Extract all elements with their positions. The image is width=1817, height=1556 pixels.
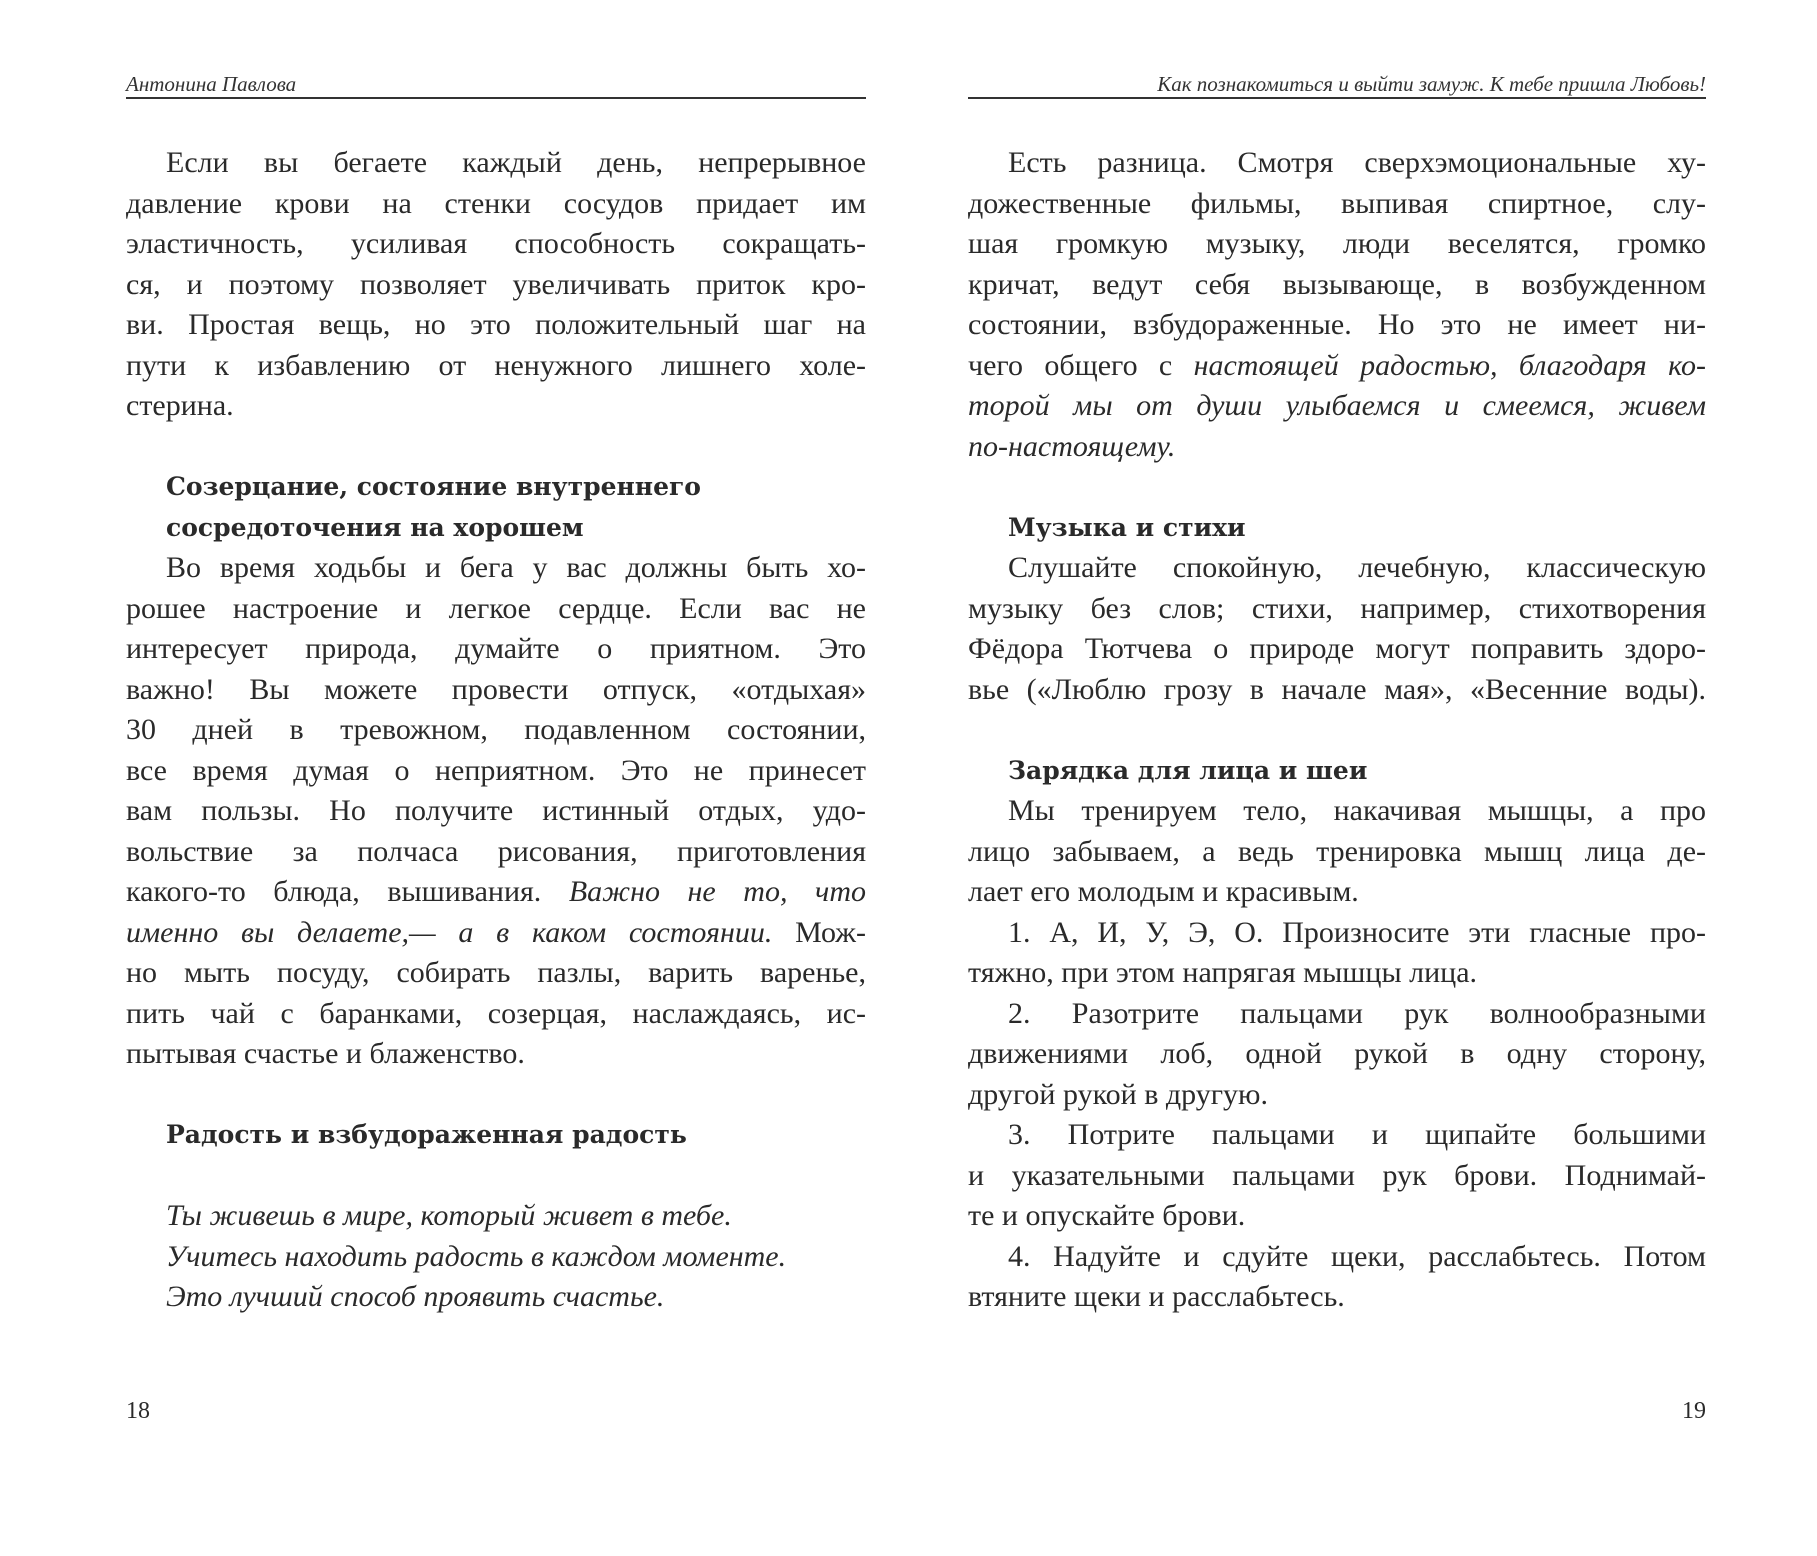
- text-line: [968, 427, 1706, 468]
- italic-text: Важно не то, что: [568, 875, 866, 908]
- text-line: [126, 710, 866, 751]
- text: кричат, ведут себя вызывающе, в возбужденном: [968, 267, 1706, 301]
- text-line: [968, 346, 1706, 387]
- text: давление крови на стенки сосудов придает им: [126, 186, 866, 220]
- text: 4. Надуйте и сдуйте щеки, расслабьтесь. Потом: [1008, 1239, 1706, 1273]
- text-line: [968, 184, 1706, 225]
- italic-text: именно вы делаете,— а в каком состоянии.: [126, 915, 773, 949]
- text: Слушайте спокойную, лечебную, классическую: [1008, 551, 1706, 584]
- text-line: [968, 1277, 1706, 1318]
- text-line: [968, 670, 1706, 711]
- text-line: [968, 791, 1706, 832]
- text-line: [126, 386, 866, 427]
- text: вам пользы. Но получите истинный отдых, удо-: [126, 794, 866, 827]
- page-number: 18: [126, 1398, 150, 1424]
- text-line: [126, 953, 866, 994]
- text-line: [126, 143, 866, 184]
- page-right: [968, 0, 1706, 1556]
- text-line: [126, 872, 866, 913]
- running-header: Антонина Павлова: [126, 72, 297, 96]
- text-line: [968, 224, 1706, 265]
- text-line: [126, 305, 866, 346]
- text: 2. Разотрите пальцами рук волнообразными: [1008, 996, 1706, 1030]
- text-line: [126, 791, 866, 832]
- text-line: [968, 305, 1706, 346]
- epigraph-line: [126, 1196, 866, 1237]
- text: пытывая счастье и блаженство.: [126, 1037, 525, 1070]
- text-line: [126, 629, 866, 670]
- text: Фёдора Тютчева о природе могут поправить здоро-: [968, 632, 1706, 665]
- running-header: Как познакомиться и выйти замуж. К тебе пришла Любовь!: [1157, 72, 1706, 96]
- text-line: [968, 1237, 1706, 1278]
- text: другой рукой в другую.: [968, 1077, 1268, 1111]
- text-line: [126, 589, 866, 630]
- text: дожественные фильмы, выпивая спиртное, слу-: [968, 186, 1706, 220]
- text: Мы тренируем тело, накачивая мышцы, а про: [1008, 794, 1706, 827]
- text-line: [968, 629, 1706, 670]
- text-line: [968, 872, 1706, 913]
- section-heading-line: [126, 1115, 866, 1156]
- text: Мож-: [772, 915, 866, 949]
- epigraph-line: [126, 1277, 866, 1318]
- text-line: [968, 1075, 1706, 1116]
- text-line: [126, 224, 866, 265]
- text: 3. Потрите пальцами и щипайте большими: [1008, 1118, 1706, 1151]
- text-line: [968, 265, 1706, 306]
- text-line: [968, 913, 1706, 954]
- text-line: [126, 913, 866, 954]
- text: лает его молодым и красивым.: [968, 875, 1359, 908]
- text: тяжно, при этом напрягая мышцы лица.: [968, 956, 1478, 989]
- text-line: [126, 994, 866, 1035]
- text: но мыть посуду, собирать пазлы, варить варенье,: [126, 956, 866, 989]
- text-line: [968, 143, 1706, 184]
- text: движениями лоб, одной рукой в одну сторону,: [968, 1037, 1706, 1070]
- header-rule: [126, 97, 866, 99]
- text: и указательными пальцами рук брови. Поднимай-: [968, 1158, 1706, 1192]
- text: 1. А, И, У, Э, О. Произносите эти гласные про-: [1008, 915, 1706, 949]
- text: вье («Люблю грозу в начале мая», «Весенние воды).: [968, 672, 1706, 706]
- text-line: [126, 670, 866, 711]
- text: чего общего с: [968, 348, 1194, 382]
- text: рошее настроение и легкое сердце. Если вас не: [126, 591, 866, 625]
- text-line: [968, 1196, 1706, 1237]
- text: ви. Простая вещь, но это положительный шаг на: [126, 308, 866, 341]
- page-body: [968, 143, 1706, 1318]
- text-line: [968, 589, 1706, 630]
- text-line: [126, 832, 866, 873]
- section-heading-line: [968, 508, 1706, 549]
- text: втяните щеки и расслабьтесь.: [968, 1280, 1345, 1313]
- text: Радость и взбудораженная радость: [166, 1120, 687, 1149]
- text-line: [968, 1034, 1706, 1075]
- text-line: [126, 346, 866, 387]
- italic-text: торой мы от души улыбаемся и смеемся, живем: [968, 389, 1706, 422]
- text: важно! Вы можете провести отпуск, «отдыхая»: [126, 672, 866, 706]
- text: какого-то блюда, вышивания.: [126, 875, 569, 908]
- text: Ты живешь в мире, который живет в тебе.: [166, 1199, 732, 1232]
- section-heading-line: [126, 467, 866, 508]
- text-line: [126, 265, 866, 306]
- text: пить чай с баранками, созерцая, наслаждаясь, ис-: [126, 996, 866, 1030]
- section-heading-line: [126, 508, 866, 549]
- text-line: [968, 1156, 1706, 1197]
- text-line: [968, 1115, 1706, 1156]
- page-number: 19: [1682, 1398, 1706, 1424]
- blank-line: [126, 1075, 866, 1116]
- text: те и опускайте брови.: [968, 1199, 1246, 1232]
- blank-line: [126, 427, 866, 468]
- text: сосредоточения на хорошем: [166, 512, 584, 542]
- text-line: [968, 548, 1706, 589]
- text: шая громкую музыку, люди веселятся, громко: [968, 227, 1706, 260]
- text: все время думая о неприятном. Это не принесет: [126, 753, 866, 787]
- text-line: [126, 184, 866, 225]
- text-line: [968, 386, 1706, 427]
- text: ся, и поэтому позволяет увеличивать приток кро-: [126, 267, 866, 301]
- epigraph-line: [126, 1237, 866, 1278]
- section-heading-line: [968, 751, 1706, 792]
- text: состоянии, взбудораженные. Но это не имеет ни-: [968, 308, 1706, 341]
- text: интересует природа, думайте о приятном. Это: [126, 632, 866, 665]
- text-line: [126, 548, 866, 589]
- text: Зарядка для лица и шеи: [1008, 755, 1368, 785]
- text: вольствие за полчаса рисования, приготовления: [126, 834, 866, 868]
- text: 30 дней в тревожном, подавленном состоянии,: [126, 713, 866, 746]
- text: пути к избавлению от ненужного лишнего холе-: [126, 348, 866, 382]
- text: Есть разница. Смотря сверхэмоциональные ху-: [1008, 146, 1706, 179]
- text: Если вы бегаете каждый день, непрерывное: [166, 146, 866, 179]
- text: эластичность, усиливая способность сокращать-: [126, 227, 866, 260]
- text-line: [968, 994, 1706, 1035]
- text: Учитесь находить радость в каждом моменте.: [166, 1239, 787, 1273]
- italic-text: настоящей радостью, благодаря ко-: [1193, 348, 1706, 382]
- page-body: [126, 143, 866, 1318]
- text-line: [126, 1034, 866, 1075]
- italic-text: по-настоящему.: [968, 429, 1176, 463]
- header-rule: [968, 97, 1706, 99]
- text: Музыка и стихи: [1008, 512, 1246, 542]
- text: музыку без слов; стихи, например, стихотворения: [968, 591, 1706, 625]
- text: стерина.: [126, 389, 234, 422]
- blank-line: [126, 1156, 866, 1197]
- text-line: [126, 751, 866, 792]
- text: лицо забываем, а ведь тренировка мышц лица де-: [968, 834, 1706, 868]
- text: Это лучший способ проявить счастье.: [166, 1280, 665, 1313]
- text: Во время ходьбы и бега у вас должны быть хо-: [166, 551, 866, 584]
- blank-line: [968, 710, 1706, 751]
- blank-line: [968, 467, 1706, 508]
- text-line: [968, 832, 1706, 873]
- text: Созерцание, состояние внутреннего: [166, 472, 701, 501]
- text-line: [968, 953, 1706, 994]
- page-left: [126, 0, 866, 1556]
